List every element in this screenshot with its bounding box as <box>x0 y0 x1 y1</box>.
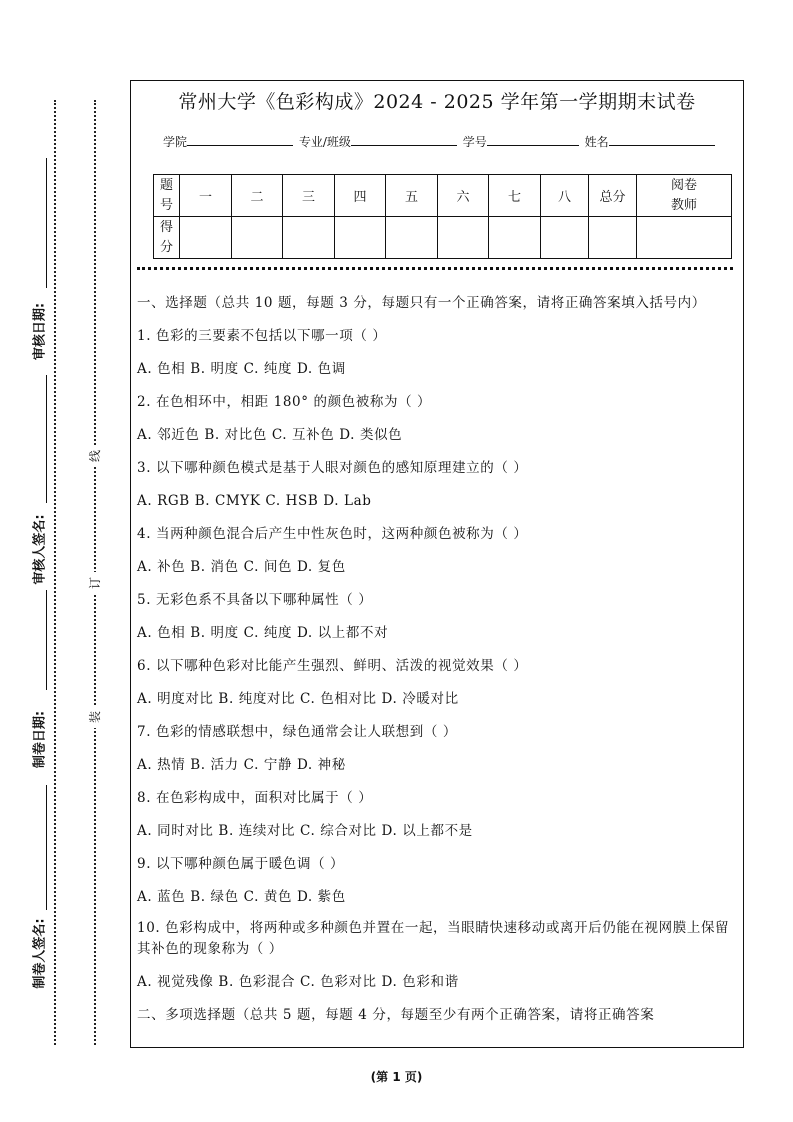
score-cell[interactable] <box>335 217 386 259</box>
question-2: 2. 在色相环中，相距 180° 的颜色被称为（ ） <box>137 394 432 410</box>
options-4: A. 补色 B. 消色 C. 间色 D. 复色 <box>137 559 346 575</box>
dotted-separator <box>137 267 733 270</box>
student-id-field[interactable] <box>487 133 579 146</box>
options-2: A. 邻近色 B. 对比色 C. 互补色 D. 类似色 <box>137 427 403 443</box>
score-cell[interactable] <box>541 217 589 259</box>
college-label: 学院 <box>163 135 188 149</box>
row-label-score: 得 分 <box>154 217 180 259</box>
col-header: 五 <box>386 175 438 217</box>
score-cell-total[interactable] <box>589 217 637 259</box>
options-1: A. 色相 B. 明度 C. 纯度 D. 色调 <box>137 361 346 377</box>
name-field[interactable] <box>609 133 715 146</box>
question-7: 7. 色彩的情感联想中，绿色通常会让人联想到（ ） <box>137 724 457 740</box>
score-table <box>153 174 732 259</box>
major-class-label: 专业/班级 <box>298 135 351 149</box>
cut-mark-staple: 订 <box>86 572 104 594</box>
score-table-score-row <box>154 217 732 259</box>
question-8: 8. 在色彩构成中，面积对比属于（ ） <box>137 790 373 806</box>
reviewer-sign-label: 审核人签名: <box>32 514 48 585</box>
section2-heading: 二、多项选择题（总共 5 题，每题 4 分，每题至少有两个正确答案，请将正确答案 <box>137 1007 655 1023</box>
cut-mark-bind: 装 <box>86 706 104 728</box>
col-header: 二 <box>232 175 283 217</box>
options-8: A. 同时对比 B. 连续对比 C. 综合对比 D. 以上都不是 <box>137 823 473 839</box>
options-5: A. 色相 B. 明度 C. 纯度 D. 以上都不对 <box>137 625 389 641</box>
score-cell[interactable] <box>438 217 489 259</box>
question-9: 9. 以下哪种颜色属于暖色调（ ） <box>137 856 345 872</box>
binding-dotted-line-outer <box>54 100 56 1045</box>
options-6: A. 明度对比 B. 纯度对比 C. 色相对比 D. 冷暖对比 <box>137 691 459 707</box>
score-cell[interactable] <box>180 217 232 259</box>
college-field[interactable] <box>187 133 293 146</box>
options-7: A. 热情 B. 活力 C. 宁静 D. 神秘 <box>137 757 346 773</box>
score-cell[interactable] <box>283 217 335 259</box>
question-3: 3. 以下哪种颜色模式是基于人眼对颜色的感知原理建立的（ ） <box>137 460 528 476</box>
col-header: 四 <box>335 175 386 217</box>
reviewer-date-line <box>46 158 47 288</box>
student-id-label: 学号 <box>462 135 487 149</box>
page-number: (第 1 页) <box>370 1070 423 1084</box>
section1-heading: 一、选择题（总共 10 题，每题 3 分，每题只有一个正确答案，请将正确答案填入括号内） <box>137 295 706 311</box>
exam-content <box>137 291 741 1032</box>
options-10: A. 视觉残像 B. 色彩混合 C. 色彩对比 D. 色彩和谐 <box>137 974 459 990</box>
row-label-question-no: 题 号 <box>154 175 180 217</box>
question-4: 4. 当两种颜色混合后产生中性灰色时，这两种颜色被称为（ ） <box>137 526 528 542</box>
col-header-total: 总分 <box>589 175 637 217</box>
col-header: 八 <box>541 175 589 217</box>
score-cell[interactable] <box>489 217 541 259</box>
col-header: 七 <box>489 175 541 217</box>
score-table-header-row <box>154 175 732 217</box>
cut-mark-line: 线 <box>86 445 104 467</box>
question-5: 5. 无彩色系不具备以下哪种属性（ ） <box>137 592 373 608</box>
col-header: 六 <box>438 175 489 217</box>
name-label: 姓名 <box>584 135 609 149</box>
maker-date-label: 制卷日期: <box>32 710 48 769</box>
score-cell[interactable] <box>232 217 283 259</box>
question-1: 1. 色彩的三要素不包括以下哪一项（ ） <box>137 328 387 344</box>
maker-sign-line <box>46 785 47 910</box>
reviewer-sign-line <box>46 375 47 503</box>
score-cell[interactable] <box>386 217 438 259</box>
question-10: 10. 色彩构成中，将两种或多种颜色并置在一起，当眼睛快速移动或离开后仍能在视网膜上保留其补色的现象称为（ ） <box>137 920 730 957</box>
student-info-row <box>163 133 717 150</box>
col-header: 三 <box>283 175 335 217</box>
exam-frame <box>130 80 744 1048</box>
options-3: A. RGB B. CMYK C. HSB D. Lab <box>137 493 372 509</box>
exam-title: 常州大学《色彩构成》2024 - 2025 学年第一学期期末试卷 <box>178 91 696 113</box>
question-6: 6. 以下哪种色彩对比能产生强烈、鲜明、活泼的视觉效果（ ） <box>137 658 528 674</box>
major-class-field[interactable] <box>351 133 457 146</box>
maker-sign-label: 制卷人签名: <box>32 918 48 989</box>
grader-cell[interactable] <box>637 217 732 259</box>
maker-date-line <box>46 590 47 690</box>
options-9: A. 蓝色 B. 绿色 C. 黄色 D. 紫色 <box>137 889 346 905</box>
col-header: 一 <box>180 175 232 217</box>
reviewer-date-label: 审核日期: <box>32 302 48 361</box>
col-header-grader: 阅卷 教师 <box>637 175 732 217</box>
